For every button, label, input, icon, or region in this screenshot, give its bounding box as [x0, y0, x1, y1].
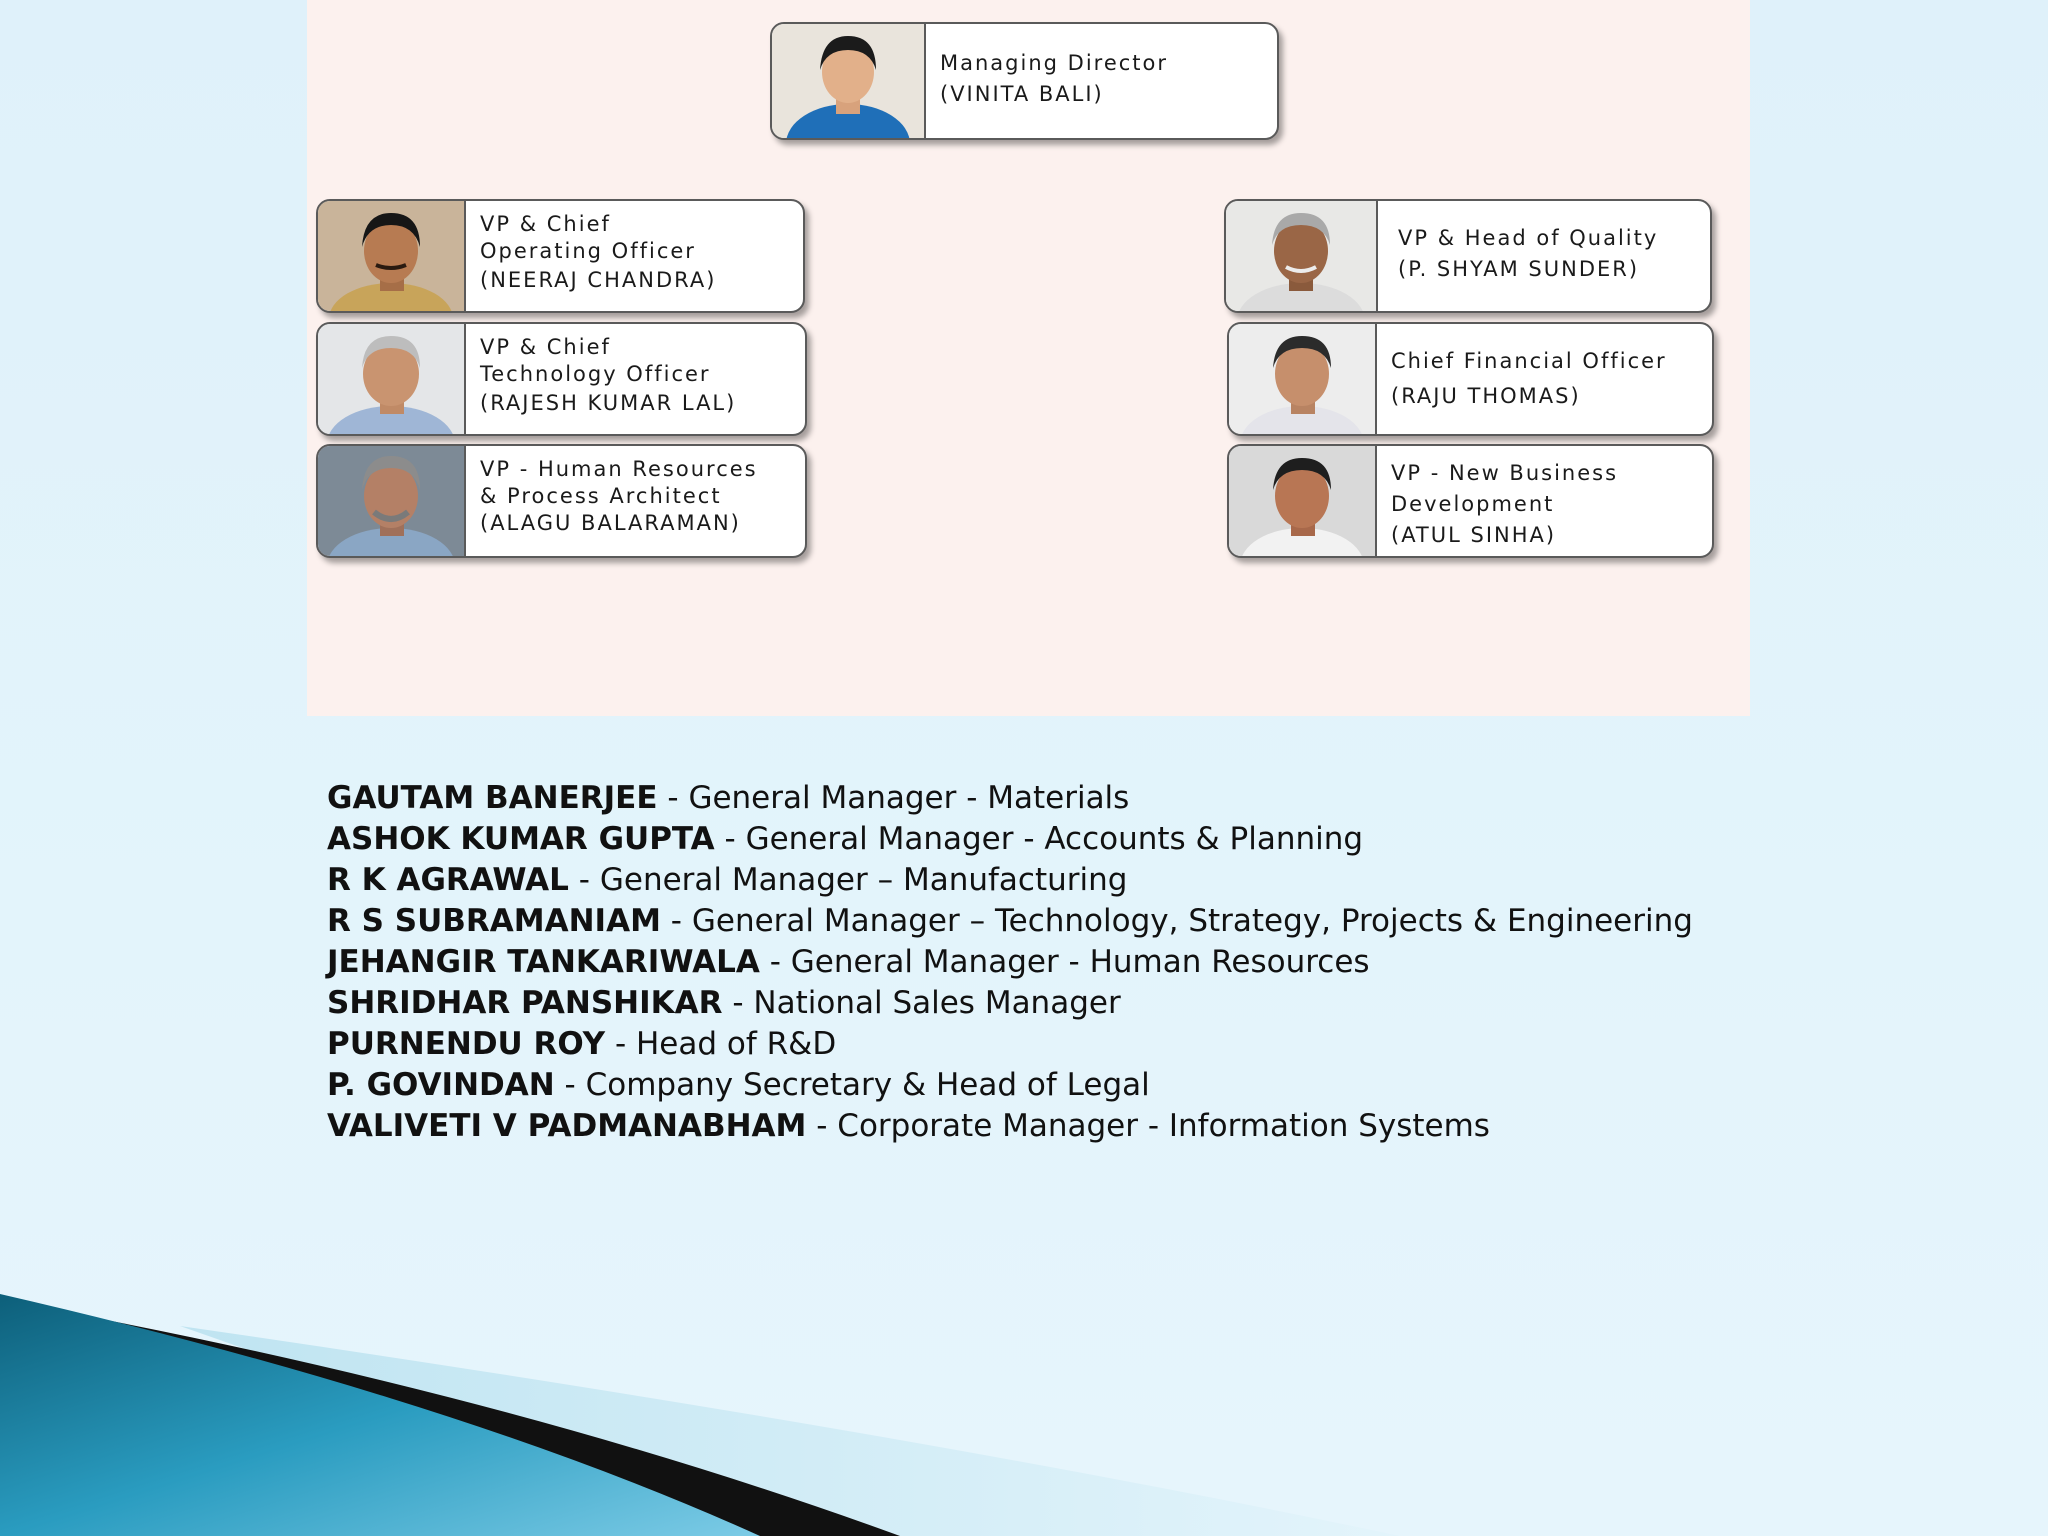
role-title-line: VP - Human Resources	[480, 457, 758, 481]
role-title-line: VP & Head of Quality	[1398, 226, 1659, 250]
org-card-text	[1378, 201, 1710, 311]
role-title: Managing Director	[940, 51, 1169, 75]
org-card-vp-new-business	[1227, 444, 1714, 558]
portrait-photo	[772, 24, 926, 138]
management-list-item	[327, 1065, 1693, 1106]
separator: -	[714, 821, 746, 857]
portrait-photo	[1226, 201, 1378, 311]
person-name: GAUTAM BANERJEE	[327, 780, 658, 816]
person-role: General Manager – Technology, Strategy, Projects & Engineering	[691, 903, 1693, 939]
org-card-vp-hr	[316, 444, 807, 558]
person-role: General Manager - Materials	[688, 780, 1130, 816]
management-list-item	[327, 778, 1693, 819]
org-card-text	[1377, 324, 1712, 434]
management-list-item	[327, 860, 1693, 901]
person-name: (RAJESH KUMAR LAL)	[480, 391, 737, 415]
person-role: General Manager - Accounts & Planning	[745, 821, 1364, 857]
person-name: ASHOK KUMAR GUPTA	[327, 821, 715, 857]
person-name: (VINITA BALI)	[940, 82, 1104, 106]
management-list-item	[327, 983, 1693, 1024]
management-list-item	[327, 1024, 1693, 1065]
org-card-text	[1377, 446, 1712, 556]
person-name: SHRIDHAR PANSHIKAR	[327, 985, 723, 1021]
org-card-vp-quality	[1224, 199, 1712, 313]
org-card-managing-director	[770, 22, 1279, 140]
portrait-photo	[1229, 324, 1377, 434]
portrait-photo	[318, 324, 466, 434]
person-name: (RAJU THOMAS)	[1391, 384, 1581, 408]
org-card-text	[926, 24, 1277, 138]
portrait-photo	[318, 201, 466, 311]
person-role: Head of R&D	[636, 1026, 837, 1062]
person-role: Company Secretary & Head of Legal	[585, 1067, 1150, 1103]
person-role: General Manager - Human Resources	[790, 944, 1370, 980]
separator: -	[568, 862, 600, 898]
management-list-item	[327, 942, 1693, 983]
management-list-item	[327, 901, 1693, 942]
role-title-line: Chief Financial Officer	[1391, 349, 1667, 373]
person-name: VALIVETI V PADMANABHAM	[327, 1108, 807, 1144]
org-card-cto	[316, 322, 807, 436]
org-card-text	[466, 324, 805, 434]
person-name: (ALAGU BALARAMAN)	[480, 511, 741, 535]
person-name: (ATUL SINHA)	[1391, 523, 1557, 547]
role-title-line: VP - New Business	[1391, 461, 1619, 485]
person-name: PURNENDU ROY	[327, 1026, 606, 1062]
role-title-line: & Process Architect	[480, 484, 722, 508]
separator: -	[759, 944, 791, 980]
role-title-line: VP & Chief	[480, 212, 611, 236]
person-name: P. GOVINDAN	[327, 1067, 555, 1103]
role-title-line: Operating Officer	[480, 239, 696, 263]
person-role: Corporate Manager - Information Systems	[837, 1108, 1490, 1144]
person-name: (NEERAJ CHANDRA)	[480, 268, 717, 292]
management-list-item	[327, 1106, 1693, 1147]
portrait-photo	[318, 446, 466, 556]
separator: -	[722, 985, 754, 1021]
org-card-text	[466, 201, 803, 311]
management-list-item	[327, 819, 1693, 860]
person-name: (P. SHYAM SUNDER)	[1398, 257, 1640, 281]
separator: -	[660, 903, 692, 939]
role-title-line: VP & Chief	[480, 335, 611, 359]
separator: -	[554, 1067, 586, 1103]
separator: -	[657, 780, 689, 816]
person-name: R K AGRAWAL	[327, 862, 569, 898]
person-name: R S SUBRAMANIAM	[327, 903, 661, 939]
org-card-text	[466, 446, 805, 556]
separator: -	[605, 1026, 636, 1062]
person-name: JEHANGIR TANKARIWALA	[327, 944, 760, 980]
person-role: General Manager – Manufacturing	[599, 862, 1128, 898]
management-list	[327, 778, 1693, 1147]
decorative-swoosh	[0, 1280, 2048, 1536]
org-card-cfo	[1227, 322, 1714, 436]
role-title-line: Development	[1391, 492, 1555, 516]
person-role: National Sales Manager	[753, 985, 1121, 1021]
role-title-line: Technology Officer	[480, 362, 711, 386]
separator: -	[806, 1108, 838, 1144]
org-card-coo	[316, 199, 805, 313]
portrait-photo	[1229, 446, 1377, 556]
